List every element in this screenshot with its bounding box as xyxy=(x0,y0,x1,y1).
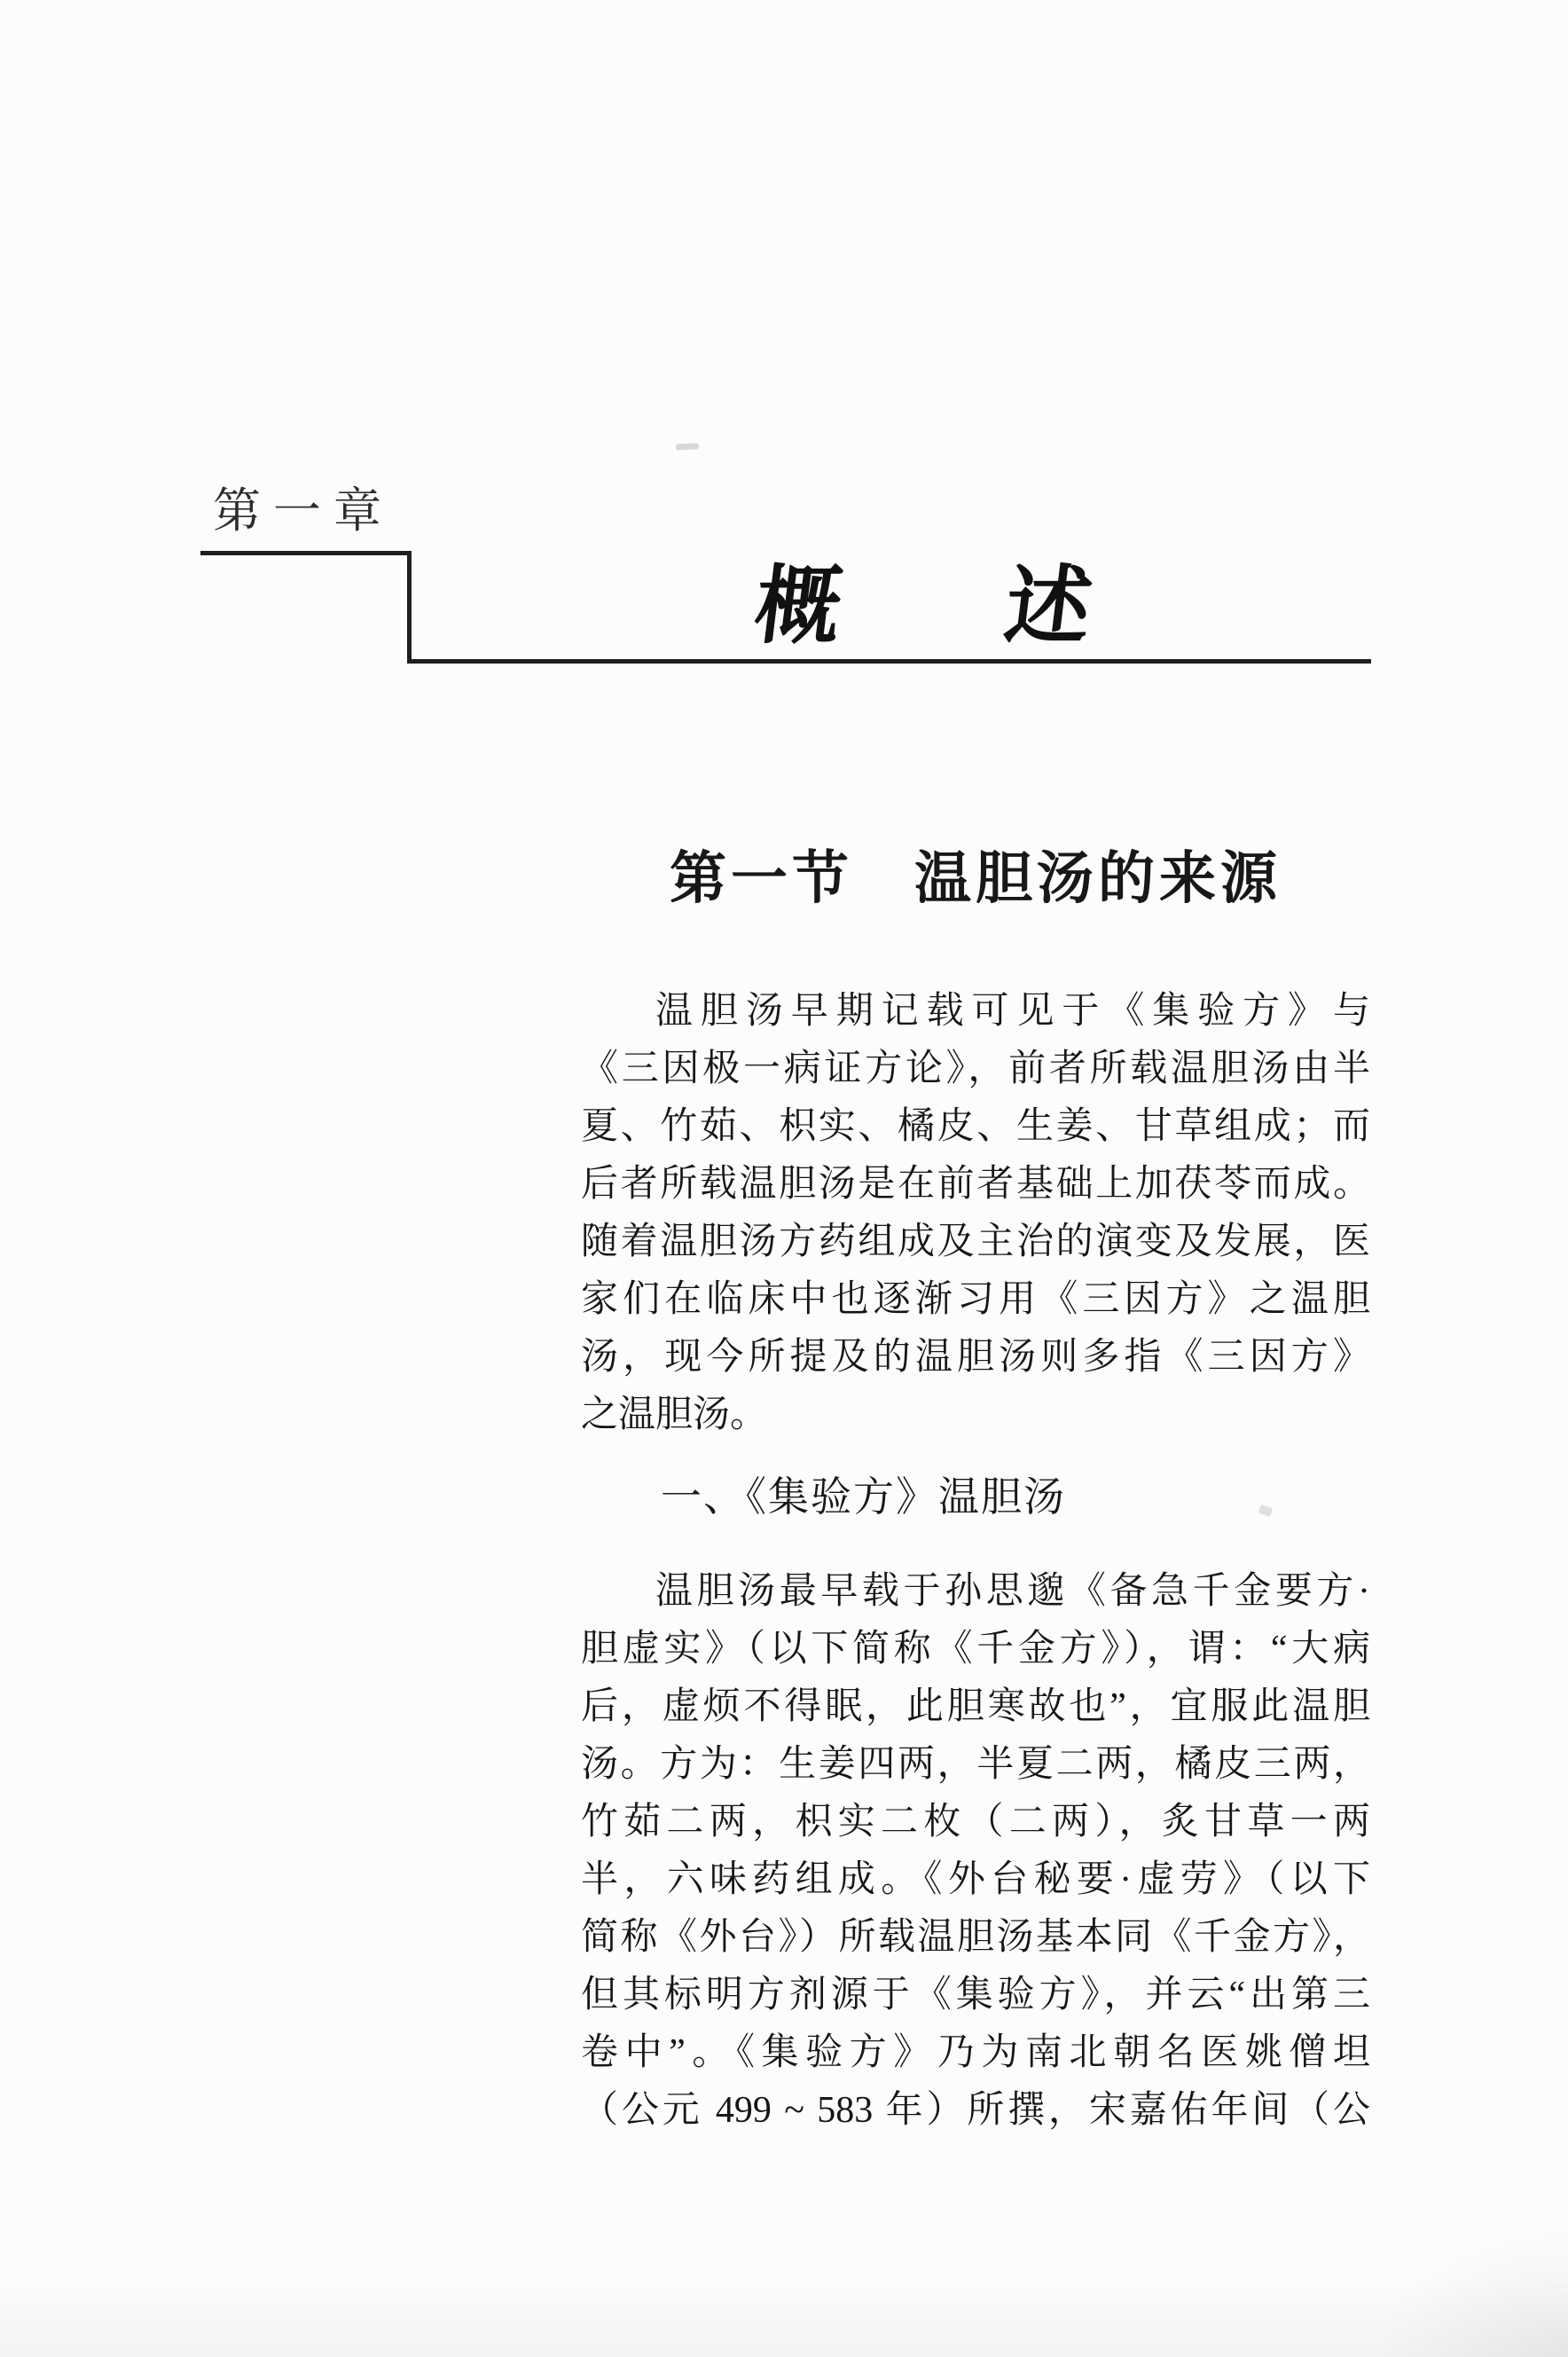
page-bottom-shade xyxy=(0,2277,1568,2357)
chapter-title-char-1: 概 xyxy=(749,559,847,654)
scan-artifact-dash xyxy=(676,443,699,450)
body-line: 卷中”。《集验方》乃为南北朝名医姚僧坦 xyxy=(581,2032,1370,2073)
body-line: 家们在临床中也逐渐习用《三因方》之温胆 xyxy=(581,1279,1370,1320)
body-line: 汤。方为：生姜四两，半夏二两，橘皮三两， xyxy=(581,1744,1370,1785)
body-line: 半，六味药组成。《外台秘要·虚劳》（以下 xyxy=(581,1859,1370,1900)
paragraph-2 xyxy=(581,1563,1370,2140)
chapter-rule-top xyxy=(200,551,412,555)
body-line: 竹茹二两，枳实二枚（二两），炙甘草一两 xyxy=(581,1802,1370,1842)
body-line: 夏、竹茹、枳实、橘皮、生姜、甘草组成；而 xyxy=(581,1106,1370,1147)
body-line: 随着温胆汤方药组成及主治的演变及发展，医 xyxy=(581,1222,1370,1262)
body-text-column xyxy=(581,983,1370,2140)
body-line: 后，虚烦不得眠，此胆寒故也”，宜服此温胆 xyxy=(581,1686,1370,1727)
body-line: 后者所载温胆汤是在前者基础上加茯苓而成。 xyxy=(581,1164,1370,1205)
body-line: 之温胆汤。 xyxy=(581,1395,768,1435)
body-line: （公元 499 ~ 583 年）所撰，宋嘉佑年间（公 xyxy=(581,2090,1370,2131)
body-line: 温胆汤最早载于孙思邈《备急千金要方· xyxy=(655,1571,1370,1612)
body-line: 汤，现今所提及的温胆汤则多指《三因方》 xyxy=(581,1337,1370,1378)
body-line: 胆虚实》（以下简称《千金方》），谓：“大病 xyxy=(581,1629,1370,1670)
chapter-rule-bottom xyxy=(407,659,1371,664)
chapter-rule-vertical xyxy=(407,551,412,664)
page-corner-smudge xyxy=(1373,2224,1568,2357)
chapter-title-char-2: 述 xyxy=(1000,559,1097,654)
subsection-heading: 一、《集验方》温胆汤 xyxy=(661,1474,1066,1520)
body-line: 温胆汤早期记载可见于《集验方》与 xyxy=(655,991,1370,1032)
paragraph-1 xyxy=(581,983,1370,1444)
body-line: 但其标明方剂源于《集验方》，并云“出第三 xyxy=(581,1975,1370,2015)
body-line: 《三因极一病证方论》，前者所载温胆汤由半 xyxy=(581,1049,1370,1089)
chapter-title xyxy=(749,559,1097,654)
section-heading: 第一节 温胆汤的来源 xyxy=(670,846,1282,910)
chapter-label: 第一章 xyxy=(213,484,394,538)
body-line: 简称《外台》）所载温胆汤基本同《千金方》， xyxy=(581,1917,1370,1958)
